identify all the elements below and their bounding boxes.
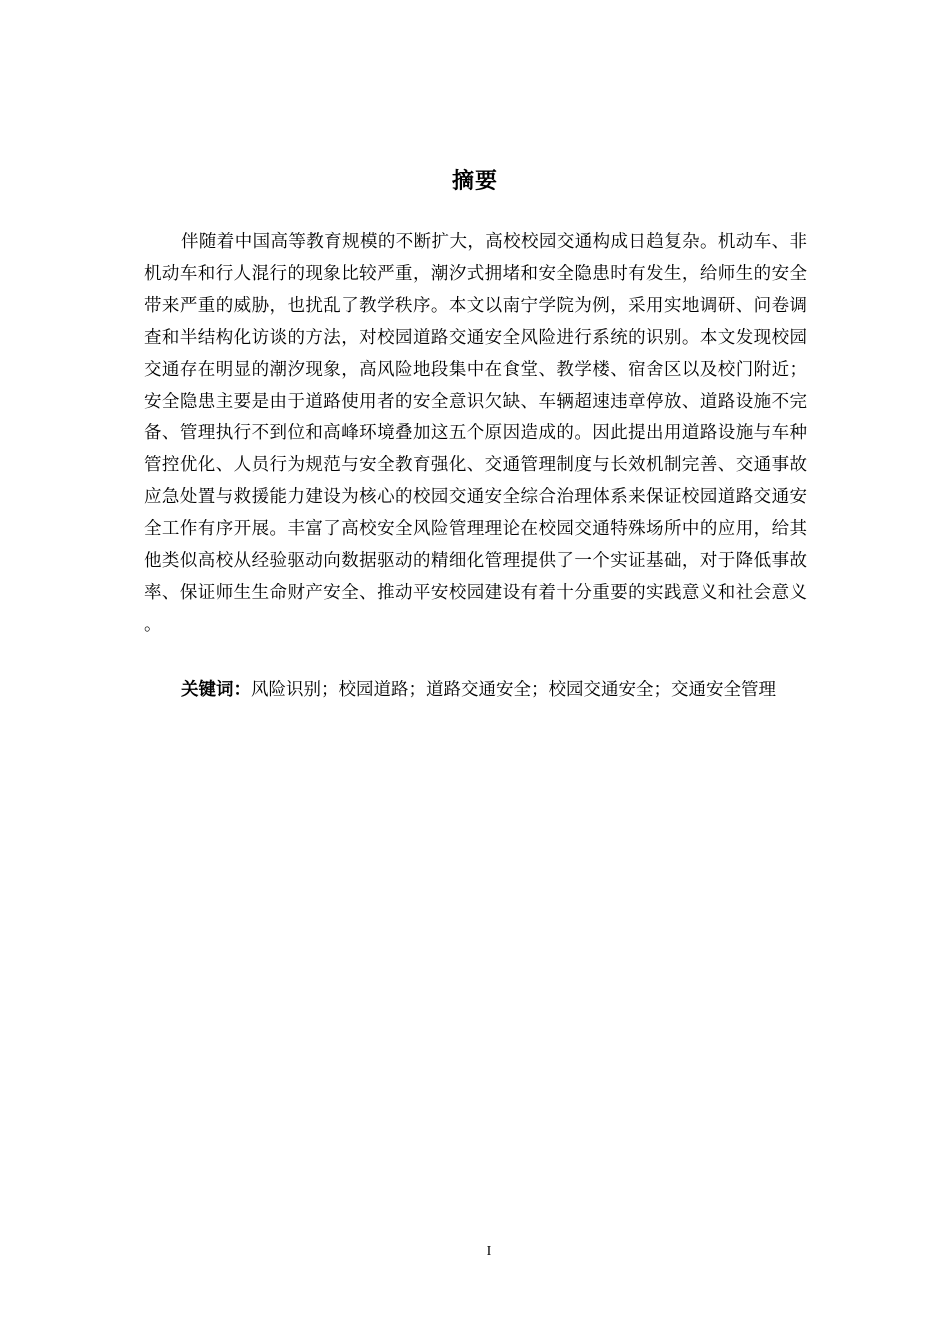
keywords-label: 关键词：	[181, 680, 251, 700]
keywords-list: 风险识别；校园道路；道路交通安全；校园交通安全；交通安全管理	[251, 680, 776, 700]
keywords-paragraph	[144, 673, 807, 707]
abstract-body: 伴随着中国高等教育规模的不断扩大，高校校园交通构成日趋复杂。机动车、非机动车和行人混行的现象比较严重，潮汐式拥堵和安全隐患时有发生，给师生的安全带来严重的威胁，也扰乱了教学秩序。本文以南宁学院为例，采用实地调研、问卷调查和半结构化访谈的方法，对校园道路交通安全风险进行系统的识别。本文发现校园交通存在明显的潮汐现象，高风险地段集中在食堂、教学楼、宿舍区以及校门附近；安全隐患主要是由于道路使用者的安全意识欠缺、车辆超速违章停放、道路设施不完备、管理执行不到位和高峰环境叠加这五个原因造成的。因此提出用道路设施与车种管控优化、人员行为规范与安全教育强化、交通管理制度与长效机制完善、交通事故应急处置与救援能力建设为核心的校园交通安全综合治理体系来保证校园道路交通安全工作有序开展。丰富了高校安全风险管理理论在校园交通特殊场所中的应用，给其他类似高校从经验驱动向数据驱动的精细化管理提供了一个实证基础，对于降低事故率、保证师生生命财产安全、推动平安校园建设有着十分重要的实践意义和社会意义。	[144, 232, 807, 635]
abstract-title: 摘要	[451, 169, 498, 194]
page-number: I	[486, 1244, 492, 1259]
